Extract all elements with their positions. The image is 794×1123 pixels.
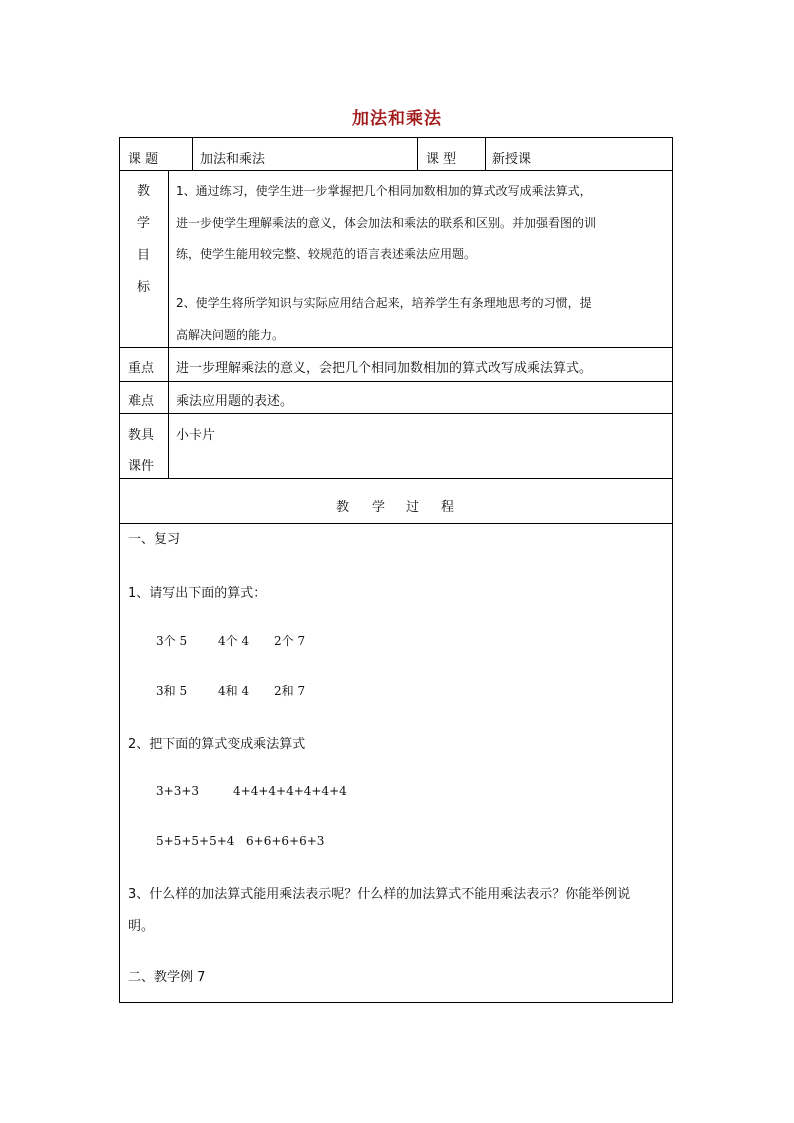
materials-value: 小卡片 <box>176 428 216 443</box>
question-2: 2、把下面的算式变成乘法算式 <box>128 737 306 752</box>
exercise-item: 2个 7 <box>274 634 306 648</box>
section-2-heading: 二、教学例 7 <box>128 970 206 985</box>
exercise-item: 3和 5 <box>156 684 188 698</box>
process-heading-char: 教 <box>336 500 350 515</box>
objectives-label-char: 学 <box>137 216 151 231</box>
objectives-label-char: 目 <box>137 248 151 263</box>
row-divider <box>119 170 673 171</box>
topic-value: 加法和乘法 <box>200 152 266 167</box>
type-value: 新授课 <box>492 152 532 167</box>
exercise-item: 4+4+4+4+4+4+4 <box>233 784 347 798</box>
process-heading-char: 学 <box>372 500 386 515</box>
row-divider <box>119 347 673 348</box>
exercise-item: 3个 5 <box>156 634 188 648</box>
type-label: 课 型 <box>426 152 457 167</box>
exercise-item: 4个 4 <box>218 634 250 648</box>
document-title: 加法和乘法 <box>352 109 442 129</box>
objective-line: 1、通过练习，使学生进一步掌握把几个相同加数相加的算式改写成乘法算式， <box>176 184 592 198</box>
key-point-label: 重点 <box>128 361 155 376</box>
question-3-continued: 明。 <box>128 919 155 934</box>
table-border <box>119 137 673 1003</box>
difficulty-value: 乘法应用题的表述。 <box>176 394 294 409</box>
review-heading: 一、复习 <box>128 532 181 547</box>
col-divider <box>417 137 418 170</box>
materials-label: 课件 <box>128 459 155 474</box>
question-1: 1、请写出下面的算式： <box>128 586 267 601</box>
col-divider <box>192 137 193 170</box>
exercise-item: 5+5+5+5+4 <box>156 834 235 848</box>
difficulty-label: 难点 <box>128 394 155 409</box>
objectives-label-char: 教 <box>137 184 151 199</box>
question-3: 3、什么样的加法算式能用乘法表示呢？什么样的加法算式不能用乘法表示？你能举例说 <box>128 887 631 902</box>
objective-line: 2、使学生将所学知识与实际应用结合起来，培养学生有条理地思考的习惯，提 <box>176 296 592 310</box>
objective-line: 进一步使学生理解乘法的意义，体会加法和乘法的联系和区别。并加强看图的训 <box>176 216 597 230</box>
exercise-item: 3+3+3 <box>156 784 200 798</box>
process-heading-char: 程 <box>441 500 455 515</box>
row-divider <box>119 478 673 479</box>
objective-line: 高解决问题的能力。 <box>176 328 285 342</box>
exercise-item: 6+6+6+6+3 <box>246 834 325 848</box>
key-point-value: 进一步理解乘法的意义，会把几个相同加数相加的算式改写成乘法算式。 <box>176 361 593 376</box>
col-divider <box>485 137 486 170</box>
objectives-label-char: 标 <box>137 280 151 295</box>
exercise-item: 2和 7 <box>274 684 306 698</box>
col-divider <box>168 170 169 478</box>
row-divider <box>119 413 673 414</box>
row-divider <box>119 381 673 382</box>
exercise-item: 4和 4 <box>218 684 250 698</box>
row-divider <box>119 523 673 524</box>
materials-label: 教具 <box>128 428 155 443</box>
topic-label: 课 题 <box>128 152 159 167</box>
process-heading-char: 过 <box>406 500 420 515</box>
objective-line: 练，使学生能用较完整、较规范的语言表述乘法应用题。 <box>176 247 477 261</box>
